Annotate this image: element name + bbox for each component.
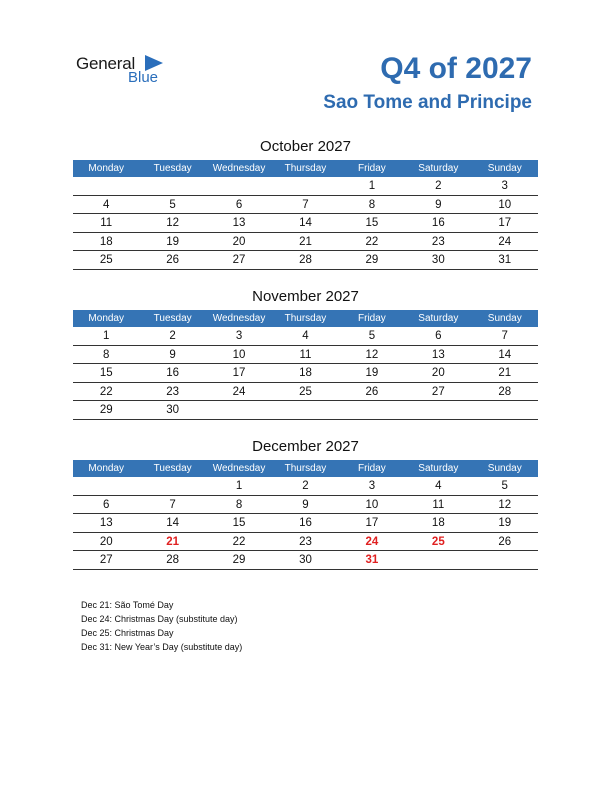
holiday-note: Dec 21: São Tomé Day: [81, 600, 174, 610]
empty-day-cell: [405, 401, 471, 419]
day-cell: 7: [169, 498, 176, 511]
day-cell: 9: [435, 198, 442, 211]
weekday-label: Sunday: [487, 313, 522, 324]
holiday-note: Dec 31: New Year’s Day (substitute day): [81, 642, 243, 652]
day-cell: 14: [299, 217, 312, 229]
day-cell: 26: [166, 254, 180, 266]
day-cell: 30: [166, 404, 180, 416]
week-row: [73, 383, 538, 402]
day-cell: 4: [103, 198, 110, 211]
day-cell: 18: [299, 367, 312, 379]
day-cell: 4: [302, 330, 309, 342]
weekday-label: Tuesday: [153, 163, 192, 174]
month-october: [73, 138, 538, 270]
day-grid: [73, 477, 538, 570]
weekday-label: Sunday: [487, 163, 522, 174]
page-title: Q4 of 2027: [380, 52, 532, 85]
month-title: December 2027: [252, 438, 359, 455]
weekday-label: Friday: [358, 313, 386, 324]
week-row: [73, 214, 538, 233]
empty-day-cell: [73, 477, 139, 495]
day-cell: 10: [232, 348, 246, 361]
day-cell: 28: [166, 554, 180, 566]
day-cell: 30: [299, 554, 312, 566]
day-cell: 9: [302, 498, 309, 511]
empty-day-cell: [405, 551, 471, 569]
day-cell: 7: [501, 330, 508, 342]
day-cell: 18: [431, 517, 445, 529]
week-row: [73, 514, 538, 533]
weekday-label: Thursday: [284, 163, 327, 174]
day-cell: 5: [501, 480, 508, 492]
day-cell: 28: [299, 254, 312, 266]
day-cell: 22: [99, 385, 113, 398]
month-title: October 2027: [260, 138, 351, 155]
day-cell: 24: [232, 385, 246, 398]
weekday-header: [73, 310, 538, 327]
logo-text-general: General: [76, 54, 136, 73]
day-cell: 29: [99, 404, 113, 416]
day-cell: 18: [99, 235, 113, 248]
weekday-label: Wednesday: [212, 313, 266, 324]
day-cell: 10: [365, 498, 379, 511]
day-cell: 27: [232, 254, 246, 266]
day-cell: 22: [232, 535, 246, 548]
week-row: [73, 327, 538, 346]
day-cell: 21: [299, 235, 312, 248]
day-cell: 19: [365, 367, 379, 379]
day-cell: 27: [99, 554, 113, 566]
empty-day-cell: [139, 477, 205, 495]
day-cell: 29: [232, 554, 246, 566]
day-cell: 14: [498, 348, 512, 361]
weekday-label: Saturday: [418, 163, 459, 174]
week-row: [73, 346, 538, 365]
day-cell: 12: [498, 498, 512, 511]
day-cell: 8: [103, 348, 110, 361]
week-row: [73, 533, 538, 552]
weekday-label: Monday: [88, 163, 124, 174]
day-cell: 26: [365, 385, 379, 398]
day-cell: 15: [99, 367, 113, 379]
day-cell: 27: [431, 385, 445, 398]
day-cell: 17: [232, 367, 246, 379]
holiday-note: Dec 25: Christmas Day: [81, 628, 174, 638]
week-row: [73, 196, 538, 215]
day-cell: 12: [365, 348, 379, 361]
day-cell: 2: [302, 480, 309, 492]
generalblue-logo: [76, 54, 176, 88]
day-cell: 21: [166, 535, 180, 548]
day-cell: 25: [299, 385, 312, 398]
empty-day-cell: [139, 177, 205, 195]
empty-day-cell: [206, 177, 272, 195]
day-cell: 1: [103, 330, 110, 342]
day-cell: 19: [166, 235, 180, 248]
day-cell: 2: [169, 330, 176, 342]
week-row: [73, 551, 538, 570]
day-grid: [73, 177, 538, 270]
day-cell: 16: [431, 217, 445, 229]
day-cell: 25: [431, 535, 445, 548]
day-cell: 23: [431, 235, 445, 248]
day-cell: 7: [302, 198, 309, 211]
weekday-header: [73, 160, 538, 177]
day-cell: 13: [431, 348, 445, 361]
month-december: [73, 438, 538, 570]
day-cell: 23: [299, 535, 312, 548]
day-cell: 17: [365, 517, 379, 529]
day-cell: 3: [501, 180, 508, 192]
day-cell: 29: [365, 254, 379, 266]
week-row: [73, 401, 538, 420]
day-cell: 6: [103, 498, 110, 511]
week-row: [73, 477, 538, 496]
weekday-label: Monday: [88, 463, 124, 474]
empty-day-cell: [339, 401, 405, 419]
day-cell: 14: [166, 517, 180, 529]
week-row: [73, 496, 538, 515]
weekday-label: Wednesday: [212, 463, 266, 474]
day-cell: 17: [498, 217, 512, 229]
empty-day-cell: [73, 177, 139, 195]
day-cell: 12: [166, 217, 180, 229]
day-cell: 24: [498, 235, 512, 248]
day-cell: 3: [368, 480, 376, 492]
day-cell: 11: [432, 498, 445, 511]
day-cell: 8: [368, 198, 376, 211]
weekday-label: Thursday: [284, 463, 327, 474]
empty-day-cell: [472, 551, 538, 569]
day-cell: 11: [299, 348, 312, 361]
day-cell: 13: [232, 217, 246, 229]
weekday-label: Saturday: [418, 313, 459, 324]
week-row: [73, 233, 538, 252]
day-cell: 16: [299, 517, 312, 529]
weekday-label: Wednesday: [212, 163, 266, 174]
day-cell: 9: [169, 348, 176, 361]
page-subtitle: Sao Tome and Principe: [323, 92, 532, 113]
day-cell: 5: [169, 198, 176, 211]
empty-day-cell: [206, 401, 272, 419]
logo-flag-icon: [145, 55, 163, 71]
weekday-label: Friday: [358, 463, 386, 474]
day-cell: 10: [498, 198, 512, 211]
day-cell: 4: [435, 480, 442, 492]
day-cell: 30: [431, 254, 445, 266]
holiday-notes: [81, 598, 242, 654]
week-row: [73, 177, 538, 196]
day-cell: 20: [99, 535, 113, 548]
day-cell: 19: [498, 517, 512, 529]
weekday-label: Sunday: [487, 463, 522, 474]
day-cell: 26: [498, 535, 512, 548]
month-november: [73, 288, 538, 420]
day-cell: 20: [431, 367, 445, 379]
weekday-header: [73, 460, 538, 477]
day-cell: 15: [365, 217, 379, 229]
empty-day-cell: [272, 177, 338, 195]
day-cell: 5: [368, 330, 376, 342]
logo-text-blue: Blue: [128, 69, 159, 86]
day-cell: 6: [435, 330, 442, 342]
day-cell: 20: [232, 235, 246, 248]
empty-day-cell: [272, 401, 338, 419]
weekday-label: Thursday: [284, 313, 327, 324]
weekday-label: Monday: [88, 313, 124, 324]
day-cell: 25: [99, 254, 113, 266]
month-title: November 2027: [252, 288, 359, 305]
day-cell: 1: [368, 180, 376, 192]
day-cell: 28: [498, 385, 512, 398]
day-cell: 6: [235, 198, 243, 211]
day-grid: [73, 327, 538, 420]
day-cell: 3: [235, 330, 243, 342]
day-cell: 21: [498, 367, 512, 379]
day-cell: 22: [365, 235, 379, 248]
day-cell: 8: [235, 498, 243, 511]
weekday-label: Friday: [358, 163, 386, 174]
day-cell: 31: [498, 254, 512, 266]
day-cell: 31: [365, 554, 379, 566]
empty-day-cell: [472, 401, 538, 419]
day-cell: 16: [166, 367, 180, 379]
day-cell: 2: [435, 180, 442, 192]
day-cell: 24: [365, 535, 379, 548]
weekday-label: Tuesday: [153, 313, 192, 324]
weekday-label: Tuesday: [153, 463, 192, 474]
week-row: [73, 364, 538, 383]
day-cell: 11: [100, 217, 113, 229]
weekday-label: Saturday: [418, 463, 459, 474]
holiday-note: Dec 24: Christmas Day (substitute day): [81, 614, 238, 624]
day-cell: 1: [235, 480, 243, 492]
day-cell: 13: [99, 517, 113, 529]
week-row: [73, 251, 538, 270]
day-cell: 23: [166, 385, 180, 398]
day-cell: 15: [232, 517, 246, 529]
